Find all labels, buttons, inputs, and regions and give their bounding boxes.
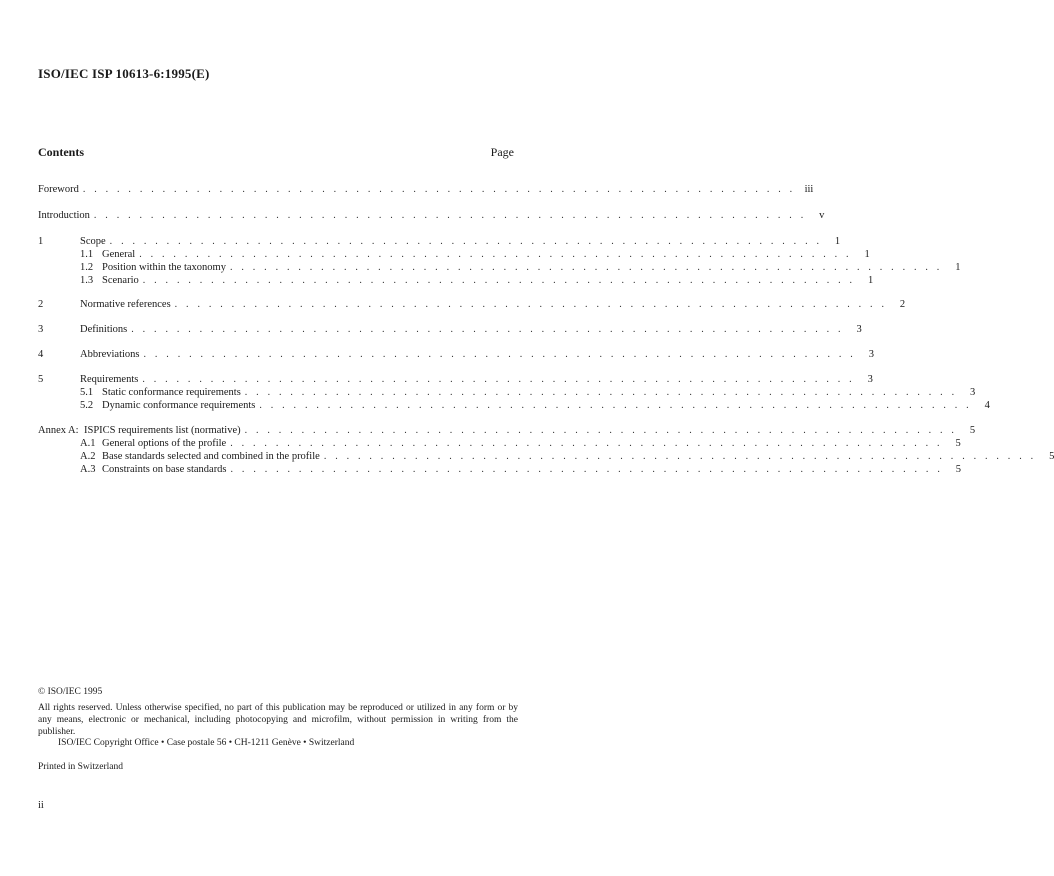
toc-entry-1-3: 1.3 Scenario . . . . . . . . . . . . . . . . . . . . . . . . . . . . . . . . . . . . . . . . . . . . . . . . . . . . . . . . . . . . . . . 1 bbox=[80, 275, 874, 286]
toc-entry-requirements: 5 Requirements . . . . . . . . . . . . . . . . . . . . . . . . . . . . . . . . . . . . . . . . . . . . . . . . . . . . . . . . . . . . . . . 3 bbox=[38, 374, 873, 385]
leader-dots: . . . . . . . . . . . . . . . . . . . . . . . . . . . . . . . . . . . . . . . . . . . . . . . . . . . . . . . . . . . . . . . bbox=[82, 184, 796, 195]
page-column-label: Page bbox=[490, 145, 514, 159]
leader-dots: . . . . . . . . . . . . . . . . . . . . . . . . . . . . . . . . . . . . . . . . . . . . . . . . . . . . . . . . . . . . . . . bbox=[244, 387, 958, 398]
copyright-notice: © ISO/IEC 1995 bbox=[38, 687, 103, 697]
leader-dots: . . . . . . . . . . . . . . . . . . . . . . . . . . . . . . . . . . . . . . . . . . . . . . . . . . . . . . . . . . . . . . . bbox=[229, 262, 943, 273]
leader-dots: . . . . . . . . . . . . . . . . . . . . . . . . . . . . . . . . . . . . . . . . . . . . . . . . . . . . . . . . . . . . . . . bbox=[143, 349, 856, 360]
toc-entry-a-3: A.3 Constraints on base standards . . . . . . . . . . . . . . . . . . . . . . . . . . . . . . . . . . . . . . . . . . . . . . . . . . . . . . . . . . . . . . . 5 bbox=[80, 464, 962, 475]
toc-entry-a-1: A.1 General options of the profile . . . . . . . . . . . . . . . . . . . . . . . . . . . . . . . . . . . . . . . . . . . . . . . . . . . . . . . . . . . . . . . 5 bbox=[80, 438, 961, 449]
contents-title: Contents bbox=[38, 145, 85, 159]
page-number: ii bbox=[38, 800, 44, 811]
leader-dots: . . . . . . . . . . . . . . . . . . . . . . . . . . . . . . . . . . . . . . . . . . . . . . . . . . . . . . . . . . . . . . . bbox=[93, 210, 807, 221]
toc-entry-introduction: Introduction . . . . . . . . . . . . . . . . . . . . . . . . . . . . . . . . . . . . . . . . . . . . . . . . . . . . . . . . . . . . . . . v bbox=[38, 210, 825, 221]
toc-entry-1-1: 1.1 General . . . . . . . . . . . . . . . . . . . . . . . . . . . . . . . . . . . . . . . . . . . . . . . . . . . . . . . . . . . . . . . 1 bbox=[80, 249, 870, 260]
toc-entry-abbreviations: 4 Abbreviations . . . . . . . . . . . . . . . . . . . . . . . . . . . . . . . . . . . . . . . . . . . . . . . . . . . . . . . . . . . . . . . 3 bbox=[38, 349, 874, 360]
toc-entry-annex-a: Annex A: ISPICS requirements list (normative) . . . . . . . . . . . . . . . . . . . . . . . . . . . . . . . . . . . . . . . . . . . . . . . . . . . . . . . . . . . . . . . 5 bbox=[38, 425, 976, 436]
leader-dots: . . . . . . . . . . . . . . . . . . . . . . . . . . . . . . . . . . . . . . . . . . . . . . . . . . . . . . . . . . . . . . . bbox=[230, 438, 943, 449]
leader-dots: . . . . . . . . . . . . . . . . . . . . . . . . . . . . . . . . . . . . . . . . . . . . . . . . . . . . . . . . . . . . . . . bbox=[230, 464, 944, 475]
leader-dots: . . . . . . . . . . . . . . . . . . . . . . . . . . . . . . . . . . . . . . . . . . . . . . . . . . . . . . . . . . . . . . . bbox=[259, 400, 972, 411]
toc-entry-5-2: 5.2 Dynamic conformance requirements . . . . . . . . . . . . . . . . . . . . . . . . . . . . . . . . . . . . . . . . . . . . . . . . . . . . . . . . . . . . . . . 4 bbox=[80, 400, 990, 411]
toc-entry-5-1: 5.1 Static conformance requirements . . . . . . . . . . . . . . . . . . . . . . . . . . . . . . . . . . . . . . . . . . . . . . . . . . . . . . . . . . . . . . . 3 bbox=[80, 387, 976, 398]
leader-dots: . . . . . . . . . . . . . . . . . . . . . . . . . . . . . . . . . . . . . . . . . . . . . . . . . . . . . . . . . . . . . . . bbox=[244, 425, 958, 436]
leader-dots: . . . . . . . . . . . . . . . . . . . . . . . . . . . . . . . . . . . . . . . . . . . . . . . . . . . . . . . . . . . . . . . bbox=[139, 249, 852, 260]
leader-dots: . . . . . . . . . . . . . . . . . . . . . . . . . . . . . . . . . . . . . . . . . . . . . . . . . . . . . . . . . . . . . . . bbox=[142, 374, 855, 385]
rights-statement: All rights reserved. Unless otherwise specified, no part of this publication may be reproduced or utilized in any form or by any means, electronic or mechanical, including photocopying and microfilm, without permission in writing from the publisher. bbox=[38, 703, 518, 737]
copyright-office-address: ISO/IEC Copyright Office • Case postale 56 • CH-1211 Genève • Switzerland bbox=[58, 738, 355, 748]
leader-dots: . . . . . . . . . . . . . . . . . . . . . . . . . . . . . . . . . . . . . . . . . . . . . . . . . . . . . . . . . . . . . . . bbox=[323, 451, 1037, 462]
leader-dots: . . . . . . . . . . . . . . . . . . . . . . . . . . . . . . . . . . . . . . . . . . . . . . . . . . . . . . . . . . . . . . . bbox=[174, 299, 888, 310]
toc-entry-1-2: 1.2 Position within the taxonomy . . . . . . . . . . . . . . . . . . . . . . . . . . . . . . . . . . . . . . . . . . . . . . . . . . . . . . . . . . . . . . . 1 bbox=[80, 262, 961, 273]
toc-entry-definitions: 3 Definitions . . . . . . . . . . . . . . . . . . . . . . . . . . . . . . . . . . . . . . . . . . . . . . . . . . . . . . . . . . . . . . . 3 bbox=[38, 324, 862, 335]
printed-in: Printed in Switzerland bbox=[38, 762, 123, 772]
leader-dots: . . . . . . . . . . . . . . . . . . . . . . . . . . . . . . . . . . . . . . . . . . . . . . . . . . . . . . . . . . . . . . . bbox=[131, 324, 844, 335]
toc-entry-foreword: Foreword . . . . . . . . . . . . . . . . . . . . . . . . . . . . . . . . . . . . . . . . . . . . . . . . . . . . . . . . . . . . . . . iii bbox=[38, 184, 814, 195]
document-header: ISO/IEC ISP 10613-6:1995(E) bbox=[38, 66, 210, 81]
toc-entry-a-2: A.2 Base standards selected and combined in the profile . . . . . . . . . . . . . . . . . . . . . . . . . . . . . . . . . . . . . . . . . . . . . . . . . . . . . . . . . . . . . . . 5 bbox=[80, 451, 1054, 462]
toc-entry-scope: 1 Scope . . . . . . . . . . . . . . . . . . . . . . . . . . . . . . . . . . . . . . . . . . . . . . . . . . . . . . . . . . . . . . . 1 bbox=[38, 236, 841, 247]
leader-dots: . . . . . . . . . . . . . . . . . . . . . . . . . . . . . . . . . . . . . . . . . . . . . . . . . . . . . . . . . . . . . . . bbox=[142, 275, 856, 286]
leader-dots: . . . . . . . . . . . . . . . . . . . . . . . . . . . . . . . . . . . . . . . . . . . . . . . . . . . . . . . . . . . . . . . bbox=[109, 236, 823, 247]
toc-entry-normative-references: 2 Normative references . . . . . . . . . . . . . . . . . . . . . . . . . . . . . . . . . . . . . . . . . . . . . . . . . . . . . . . . . . . . . . . 2 bbox=[38, 299, 906, 310]
